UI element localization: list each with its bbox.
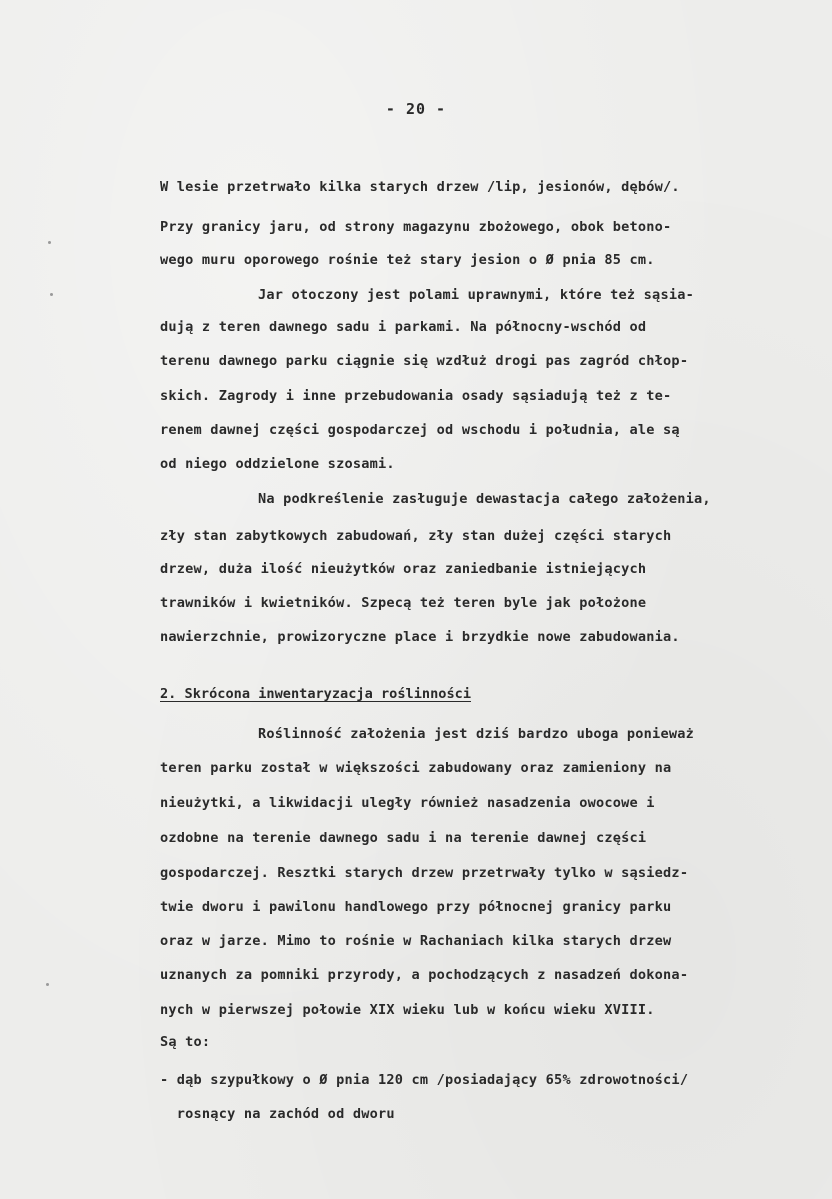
text-line: Jar otoczony jest polami uprawnymi, które też sąsia- [258, 287, 694, 303]
scan-speck [50, 293, 53, 296]
text-line: Są to: [160, 1034, 211, 1050]
text-line: zły stan zabytkowych zabudowań, zły stan dużej części starych [160, 528, 672, 544]
text-line: gospodarczej. Resztki starych drzew przetrwały tylko w sąsiedz- [160, 865, 689, 881]
text-line: nawierzchnie, prowizoryczne place i brzydkie nowe zabudowania. [160, 629, 680, 645]
text-line: skich. Zagrody i inne przebudowania osady sąsiadują też z te- [160, 388, 672, 404]
text-line: teren parku został w większości zabudowany oraz zamieniony na [160, 760, 672, 776]
text-line: od niego oddzielone szosami. [160, 456, 395, 472]
text-line: trawników i kwietników. Szpecą też teren byle jak położone [160, 595, 647, 611]
text-line: W lesie przetrwało kilka starych drzew /lip, jesionów, dębów/. [160, 179, 680, 195]
text-line: terenu dawnego parku ciągnie się wzdłuż drogi pas zagród chłop- [160, 353, 689, 369]
text-line: Na podkreślenie zasługuje dewastacja całego założenia, [258, 491, 711, 507]
text-line: drzew, duża ilość nieużytków oraz zaniedbanie istniejących [160, 561, 647, 577]
list-item: rosnący na zachód od dworu [160, 1106, 395, 1122]
text-line: Roślinność założenia jest dziś bardzo uboga ponieważ [258, 726, 694, 742]
text-line: wego muru oporowego rośnie też stary jesion o Ø pnia 85 cm. [160, 252, 655, 268]
list-item: - dąb szypułkowy o Ø pnia 120 cm /posiadający 65% zdrowotności/ [160, 1072, 689, 1088]
text-line: dują z teren dawnego sadu i parkami. Na północny-wschód od [160, 319, 647, 335]
text-line: uznanych za pomniki przyrody, a pochodzących z nasadzeń dokona- [160, 967, 689, 983]
section-heading: 2. Skrócona inwentaryzacja roślinności [160, 686, 471, 702]
text-line: renem dawnej części gospodarczej od wschodu i południa, ale są [160, 422, 680, 438]
text-line: ozdobne na terenie dawnego sadu i na terenie dawnej części [160, 830, 647, 846]
text-line: twie dworu i pawilonu handlowego przy północnej granicy parku [160, 899, 672, 915]
scan-speck [46, 983, 49, 986]
text-line: nych w pierwszej połowie XIX wieku lub w końcu wieku XVIII. [160, 1002, 655, 1018]
scan-speck [48, 241, 51, 244]
page-number: - 20 - [385, 100, 447, 118]
text-line: oraz w jarze. Mimo to rośnie w Rachaniach kilka starych drzew [160, 933, 672, 949]
text-line: nieużytki, a likwidacji uległy również nasadzenia owocowe i [160, 795, 655, 811]
text-line: Przy granicy jaru, od strony magazynu zbożowego, obok betono- [160, 219, 672, 235]
